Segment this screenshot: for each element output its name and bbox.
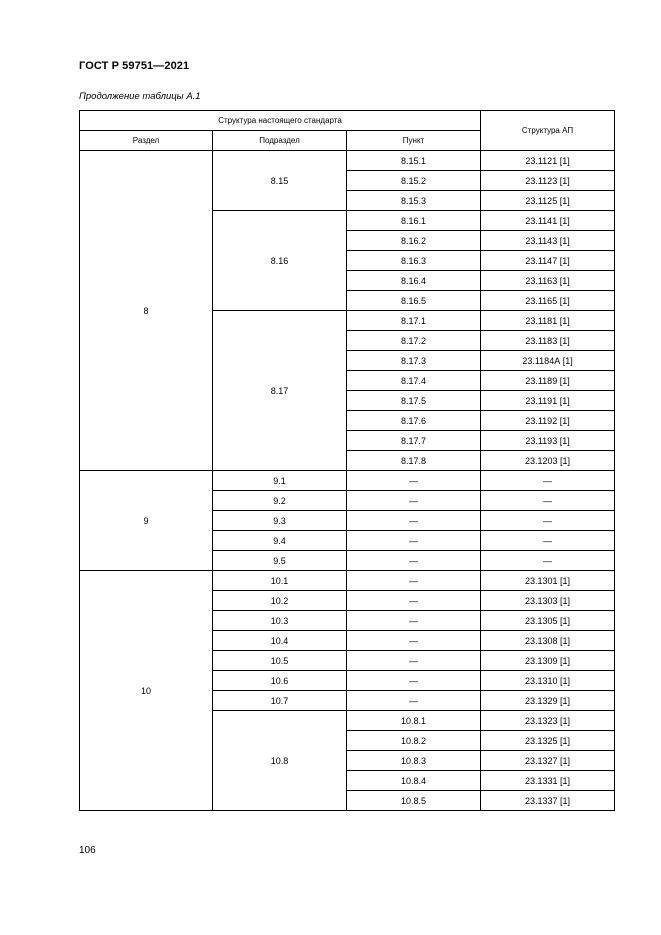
item-cell: — bbox=[347, 531, 481, 551]
item-cell: 8.17.7 bbox=[347, 431, 481, 451]
ap-cell: 23.1329 [1] bbox=[481, 691, 615, 711]
ap-cell: 23.1123 [1] bbox=[481, 171, 615, 191]
ap-cell: 23.1141 [1] bbox=[481, 211, 615, 231]
item-cell: 10.8.5 bbox=[347, 791, 481, 811]
ap-cell: 23.1325 [1] bbox=[481, 731, 615, 751]
ap-cell: 23.1121 [1] bbox=[481, 151, 615, 171]
item-cell: 8.17.5 bbox=[347, 391, 481, 411]
item-cell: — bbox=[347, 571, 481, 591]
ap-cell: — bbox=[481, 491, 615, 511]
ap-cell: 23.1310 [1] bbox=[481, 671, 615, 691]
ap-cell: 23.1163 [1] bbox=[481, 271, 615, 291]
item-cell: — bbox=[347, 591, 481, 611]
item-cell: 8.17.2 bbox=[347, 331, 481, 351]
item-cell: 8.15.3 bbox=[347, 191, 481, 211]
ap-cell: — bbox=[481, 551, 615, 571]
ap-cell: 23.1303 [1] bbox=[481, 591, 615, 611]
subsection-cell: 10.6 bbox=[213, 671, 347, 691]
item-cell: — bbox=[347, 691, 481, 711]
subsection-cell: 8.17 bbox=[213, 311, 347, 471]
subsection-cell: 9.3 bbox=[213, 511, 347, 531]
group-header: Структура настоящего стандарта bbox=[80, 111, 481, 131]
ap-cell: 23.1337 [1] bbox=[481, 791, 615, 811]
subsection-cell: 10.7 bbox=[213, 691, 347, 711]
ap-cell: 23.1301 [1] bbox=[481, 571, 615, 591]
ap-cell: 23.1331 [1] bbox=[481, 771, 615, 791]
subsection-cell: 9.5 bbox=[213, 551, 347, 571]
item-cell: 8.16.3 bbox=[347, 251, 481, 271]
table-row bbox=[80, 151, 615, 171]
section-cell: 10 bbox=[80, 571, 213, 811]
table-row bbox=[80, 471, 615, 491]
item-cell: 8.16.1 bbox=[347, 211, 481, 231]
ap-cell: 23.1147 [1] bbox=[481, 251, 615, 271]
item-cell: — bbox=[347, 491, 481, 511]
mapping-table bbox=[79, 110, 615, 811]
section-cell: 8 bbox=[80, 151, 213, 471]
section-header: Раздел bbox=[80, 131, 213, 151]
ap-cell: 23.1125 [1] bbox=[481, 191, 615, 211]
item-cell: 8.16.4 bbox=[347, 271, 481, 291]
ap-cell: 23.1165 [1] bbox=[481, 291, 615, 311]
ap-cell: — bbox=[481, 531, 615, 551]
table-caption: Продолжение таблицы А.1 bbox=[79, 91, 201, 102]
subsection-cell: 8.16 bbox=[213, 211, 347, 311]
item-cell: — bbox=[347, 611, 481, 631]
item-cell: — bbox=[347, 651, 481, 671]
item-cell: 10.8.4 bbox=[347, 771, 481, 791]
subsection-cell: 10.3 bbox=[213, 611, 347, 631]
item-cell: 10.8.1 bbox=[347, 711, 481, 731]
subsection-header: Подраздел bbox=[213, 131, 347, 151]
item-cell: 8.16.5 bbox=[347, 291, 481, 311]
item-cell: 8.15.2 bbox=[347, 171, 481, 191]
section-cell: 9 bbox=[80, 471, 213, 571]
item-cell: 8.15.1 bbox=[347, 151, 481, 171]
item-cell: 10.8.2 bbox=[347, 731, 481, 751]
ap-structure-header: Структура АП bbox=[481, 111, 615, 151]
item-cell: — bbox=[347, 631, 481, 651]
ap-cell: 23.1184А [1] bbox=[481, 351, 615, 371]
subsection-cell: 9.2 bbox=[213, 491, 347, 511]
ap-cell: 23.1191 [1] bbox=[481, 391, 615, 411]
subsection-cell: 10.4 bbox=[213, 631, 347, 651]
ap-cell: 23.1143 [1] bbox=[481, 231, 615, 251]
item-cell: 10.8.3 bbox=[347, 751, 481, 771]
ap-cell: 23.1183 [1] bbox=[481, 331, 615, 351]
item-cell: — bbox=[347, 471, 481, 491]
ap-cell: 23.1193 [1] bbox=[481, 431, 615, 451]
item-cell: 8.17.4 bbox=[347, 371, 481, 391]
ap-cell: — bbox=[481, 511, 615, 531]
item-cell: — bbox=[347, 551, 481, 571]
item-cell: 8.17.1 bbox=[347, 311, 481, 331]
table-body bbox=[80, 151, 615, 811]
ap-cell: 23.1203 [1] bbox=[481, 451, 615, 471]
ap-cell: 23.1181 [1] bbox=[481, 311, 615, 331]
item-header: Пункт bbox=[347, 131, 481, 151]
ap-cell: 23.1323 [1] bbox=[481, 711, 615, 731]
subsection-cell: 9.1 bbox=[213, 471, 347, 491]
ap-cell: 23.1189 [1] bbox=[481, 371, 615, 391]
ap-cell: 23.1327 [1] bbox=[481, 751, 615, 771]
item-cell: — bbox=[347, 671, 481, 691]
ap-cell: 23.1308 [1] bbox=[481, 631, 615, 651]
page-number: 106 bbox=[79, 845, 96, 856]
item-cell: 8.17.3 bbox=[347, 351, 481, 371]
subsection-cell: 10.5 bbox=[213, 651, 347, 671]
document-title: ГОСТ Р 59751—2021 bbox=[79, 60, 190, 72]
item-cell: 8.17.8 bbox=[347, 451, 481, 471]
subsection-cell: 8.15 bbox=[213, 151, 347, 211]
ap-cell: 23.1192 [1] bbox=[481, 411, 615, 431]
subsection-cell: 10.1 bbox=[213, 571, 347, 591]
subsection-cell: 10.2 bbox=[213, 591, 347, 611]
subsection-cell: 9.4 bbox=[213, 531, 347, 551]
item-cell: 8.16.2 bbox=[347, 231, 481, 251]
item-cell: 8.17.6 bbox=[347, 411, 481, 431]
ap-cell: 23.1309 [1] bbox=[481, 651, 615, 671]
subsection-cell: 10.8 bbox=[213, 711, 347, 811]
ap-cell: 23.1305 [1] bbox=[481, 611, 615, 631]
item-cell: — bbox=[347, 511, 481, 531]
table-row bbox=[80, 571, 615, 591]
ap-cell: — bbox=[481, 471, 615, 491]
